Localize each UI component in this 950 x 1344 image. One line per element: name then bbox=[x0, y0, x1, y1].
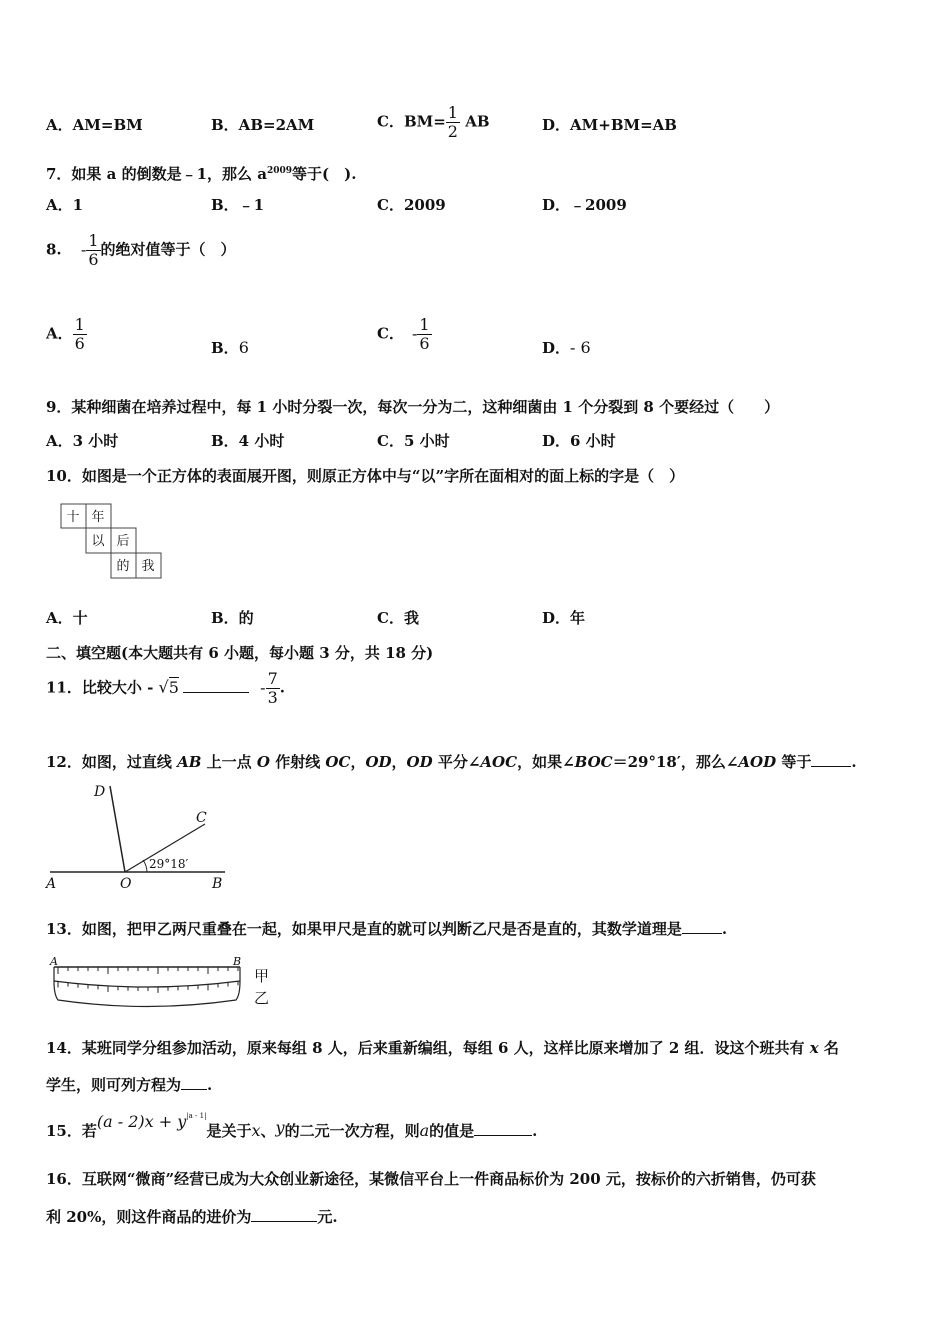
q6-option-c-prefix: C．BM= bbox=[377, 112, 446, 131]
cube-net-figure bbox=[60, 503, 170, 583]
q9-option-d: D．6 小时 bbox=[542, 432, 616, 450]
q8-option-a bbox=[46, 316, 87, 353]
q12-var: O bbox=[256, 753, 270, 771]
point-label-o: O bbox=[120, 876, 132, 892]
angle-arc bbox=[143, 860, 147, 872]
q16-text: 元. bbox=[317, 1208, 338, 1226]
q7-option-a: A．1 bbox=[46, 196, 84, 214]
q16-question-line2 bbox=[46, 1207, 338, 1227]
fraction-numerator: 1 bbox=[88, 231, 99, 250]
q15-var-x: x bbox=[251, 1121, 261, 1140]
q12-text: ， bbox=[391, 753, 407, 771]
q14-answer-blank[interactable] bbox=[181, 1075, 207, 1090]
q12-var: AB bbox=[177, 753, 202, 771]
q10-question: 10．如图是一个正方体的表面展开图，则原正方体中与“以”字所在面相对的面上标的字是（ ） bbox=[46, 467, 685, 485]
q12-var: BOC bbox=[574, 753, 613, 771]
net-label-wo: 我 bbox=[141, 559, 155, 574]
fraction-denominator: 2 bbox=[447, 122, 458, 141]
fraction bbox=[266, 670, 280, 707]
q8-text: 的绝对值等于（ ） bbox=[100, 240, 236, 259]
q13-answer-blank[interactable] bbox=[682, 919, 722, 934]
q8-sign: - bbox=[80, 239, 87, 259]
q13-end: . bbox=[721, 920, 728, 938]
q15-exponent: |a - 1| bbox=[186, 1112, 207, 1120]
q10-option-a: A．十 bbox=[46, 609, 88, 627]
q8-option-d bbox=[542, 338, 591, 358]
q9-option-c: C．5 小时 bbox=[377, 432, 450, 450]
fraction-numerator: 1 bbox=[447, 103, 458, 122]
q7-text-post: 等于( ). bbox=[292, 165, 357, 183]
q16-answer-blank[interactable] bbox=[251, 1207, 317, 1222]
ruler-label-jia: 甲 bbox=[254, 967, 270, 985]
q15-question bbox=[46, 1112, 538, 1141]
q12-text: 作射线 bbox=[269, 753, 326, 771]
q6-option-c-suffix: AB bbox=[465, 112, 490, 131]
q9-option-a: A．3 小时 bbox=[46, 432, 119, 450]
net-label-shi: 十 bbox=[66, 510, 80, 525]
fraction-denominator: 6 bbox=[88, 250, 99, 269]
q14-text: 名 bbox=[818, 1039, 839, 1057]
q12-var: OD bbox=[365, 753, 392, 771]
net-label-de: 的 bbox=[116, 559, 130, 574]
ray-od bbox=[110, 786, 125, 872]
q6-option-c bbox=[377, 104, 490, 141]
q7-option-c: C．2009 bbox=[377, 196, 446, 214]
q15-var-a: a bbox=[419, 1121, 430, 1140]
q15-end: . bbox=[532, 1122, 538, 1140]
q13-text: 13．如图，把甲乙两尺重叠在一起，如果甲尺是直的就可以判断乙尺是否是直的，其数学道理是 bbox=[46, 920, 682, 938]
q15-text: 是关于 bbox=[206, 1122, 252, 1140]
q15-text: 的二元一次方程，则 bbox=[284, 1122, 420, 1140]
angle-label: 29°18′ bbox=[149, 857, 189, 871]
q9-option-b: B．4 小时 bbox=[211, 432, 285, 450]
q12-text: ， bbox=[350, 753, 366, 771]
q8-option-b-value: 6 bbox=[238, 338, 249, 357]
q8-option-a-label: A． bbox=[46, 324, 73, 343]
q14-question-line1 bbox=[46, 1038, 839, 1058]
q12-answer-blank[interactable] bbox=[811, 752, 851, 767]
q10-option-d: D．年 bbox=[542, 609, 586, 627]
ruler-label-yi: 乙 bbox=[254, 989, 270, 1007]
fraction-numerator: 7 bbox=[267, 669, 278, 688]
q15-text: 的值是 bbox=[429, 1122, 475, 1140]
q12-text: 平分∠ bbox=[432, 753, 481, 771]
point-label-a: A bbox=[46, 876, 57, 892]
q15-var-y: y bbox=[275, 1118, 285, 1137]
net-label-yi: 以 bbox=[91, 534, 105, 549]
ruler-yi-top bbox=[54, 981, 240, 987]
q12-var: AOC bbox=[480, 753, 518, 771]
q12-var: OC bbox=[325, 753, 351, 771]
fraction-denominator: 6 bbox=[419, 334, 430, 353]
q7-exponent: 2009 bbox=[266, 166, 293, 176]
fraction bbox=[86, 232, 100, 269]
q7-option-d: D．﹣2009 bbox=[542, 196, 627, 214]
q12-text: ，如果∠ bbox=[517, 753, 575, 771]
fraction-denominator: 6 bbox=[74, 334, 85, 353]
q7-question bbox=[46, 161, 356, 184]
q8-option-c-sign: - bbox=[411, 323, 418, 343]
q6-option-b: B．AB=2AM bbox=[211, 116, 315, 134]
q14-question-line2 bbox=[46, 1075, 212, 1095]
q11-answer-blank[interactable] bbox=[183, 678, 249, 693]
angle-figure bbox=[40, 780, 240, 895]
q12-var: OD bbox=[406, 753, 433, 771]
q8-option-d-label: D． bbox=[542, 339, 571, 357]
q14-text: 学生，则可列方程为 bbox=[46, 1076, 182, 1094]
point-label-d: D bbox=[94, 784, 106, 800]
q12-text: ＝29°18′，那么∠ bbox=[612, 753, 739, 771]
sqrt-symbol: √ bbox=[158, 677, 169, 697]
q8-option-c-label: C． bbox=[377, 324, 404, 343]
q11-question bbox=[46, 670, 285, 707]
q8-option-b-label: B． bbox=[211, 339, 239, 357]
q16-text: 利 20%，则这件商品的进价为 bbox=[46, 1208, 252, 1226]
q12-text: 上一点 bbox=[201, 753, 257, 771]
q7-text-pre: 7．如果 a 的倒数是﹣1，那么 a bbox=[46, 165, 267, 183]
ruler-label-b: B bbox=[233, 955, 242, 968]
q8-option-c bbox=[377, 316, 432, 353]
fraction bbox=[73, 316, 87, 353]
q6-option-a: A．AM=BM bbox=[46, 116, 143, 134]
ruler-label-a: A bbox=[50, 955, 58, 968]
q11-text: 11．比较大小 - bbox=[46, 678, 159, 697]
q14-var-x: x bbox=[809, 1039, 819, 1057]
fraction-numerator: 1 bbox=[419, 315, 430, 334]
q12-var: AOD bbox=[738, 753, 777, 771]
q14-end: . bbox=[207, 1076, 213, 1094]
net-label-nian: 年 bbox=[91, 510, 105, 525]
fraction-numerator: 1 bbox=[74, 315, 85, 334]
q10-option-b: B．的 bbox=[211, 609, 254, 627]
q10-option-c: C．我 bbox=[377, 609, 419, 627]
q11-end: . bbox=[279, 678, 285, 697]
point-label-b: B bbox=[212, 876, 223, 892]
q15-text: 、 bbox=[260, 1122, 276, 1140]
fraction bbox=[417, 316, 431, 353]
fraction bbox=[446, 104, 460, 141]
q9-question: 9．某种细菌在培养过程中，每 1 小时分裂一次，每次一分为二，这种细菌由 1 个分裂到 8 个要经过（ ） bbox=[46, 398, 780, 416]
q13-question bbox=[46, 919, 727, 939]
point-label-c: C bbox=[196, 810, 207, 826]
q12-question bbox=[46, 752, 857, 772]
q12-end: . bbox=[851, 753, 857, 771]
q11-sign: - bbox=[260, 677, 266, 697]
q8-number: 8. bbox=[46, 240, 62, 259]
q7-option-b: B．﹣1 bbox=[211, 196, 265, 214]
ruler-yi-body bbox=[54, 981, 240, 1007]
q14-text: 14．某班同学分组参加活动，原来每组 8 人，后来重新编组，每组 6 人，这样比原来增加了 2 组．设这个班共有 bbox=[46, 1039, 810, 1057]
q12-text: 等于 bbox=[776, 753, 812, 771]
q6-option-d: D．AM+BM=AB bbox=[542, 116, 677, 134]
q15-expression: (a - 2)x + y bbox=[96, 1112, 187, 1131]
q16-question-line1: 16．互联网“微商”经营已成为大众创业新途径，某微信平台上一件商品标价为 200 元，按标价的六折销售，仍可获 bbox=[46, 1170, 816, 1188]
q15-answer-blank[interactable] bbox=[474, 1121, 532, 1136]
q11-radicand: 5 bbox=[168, 677, 179, 697]
q8-question bbox=[46, 232, 236, 269]
q15-text: 15．若 bbox=[46, 1122, 97, 1140]
q12-text: 12．如图，过直线 bbox=[46, 753, 178, 771]
q8-option-b bbox=[211, 338, 249, 358]
fraction-denominator: 3 bbox=[267, 688, 278, 707]
ruler-figure bbox=[46, 953, 281, 1011]
section-heading-fill-in: 二、填空题(本大题共有 6 小题，每小题 3 分，共 18 分) bbox=[46, 644, 434, 662]
q8-option-d-value: - 6 bbox=[570, 338, 591, 357]
net-label-hou: 后 bbox=[116, 534, 130, 549]
